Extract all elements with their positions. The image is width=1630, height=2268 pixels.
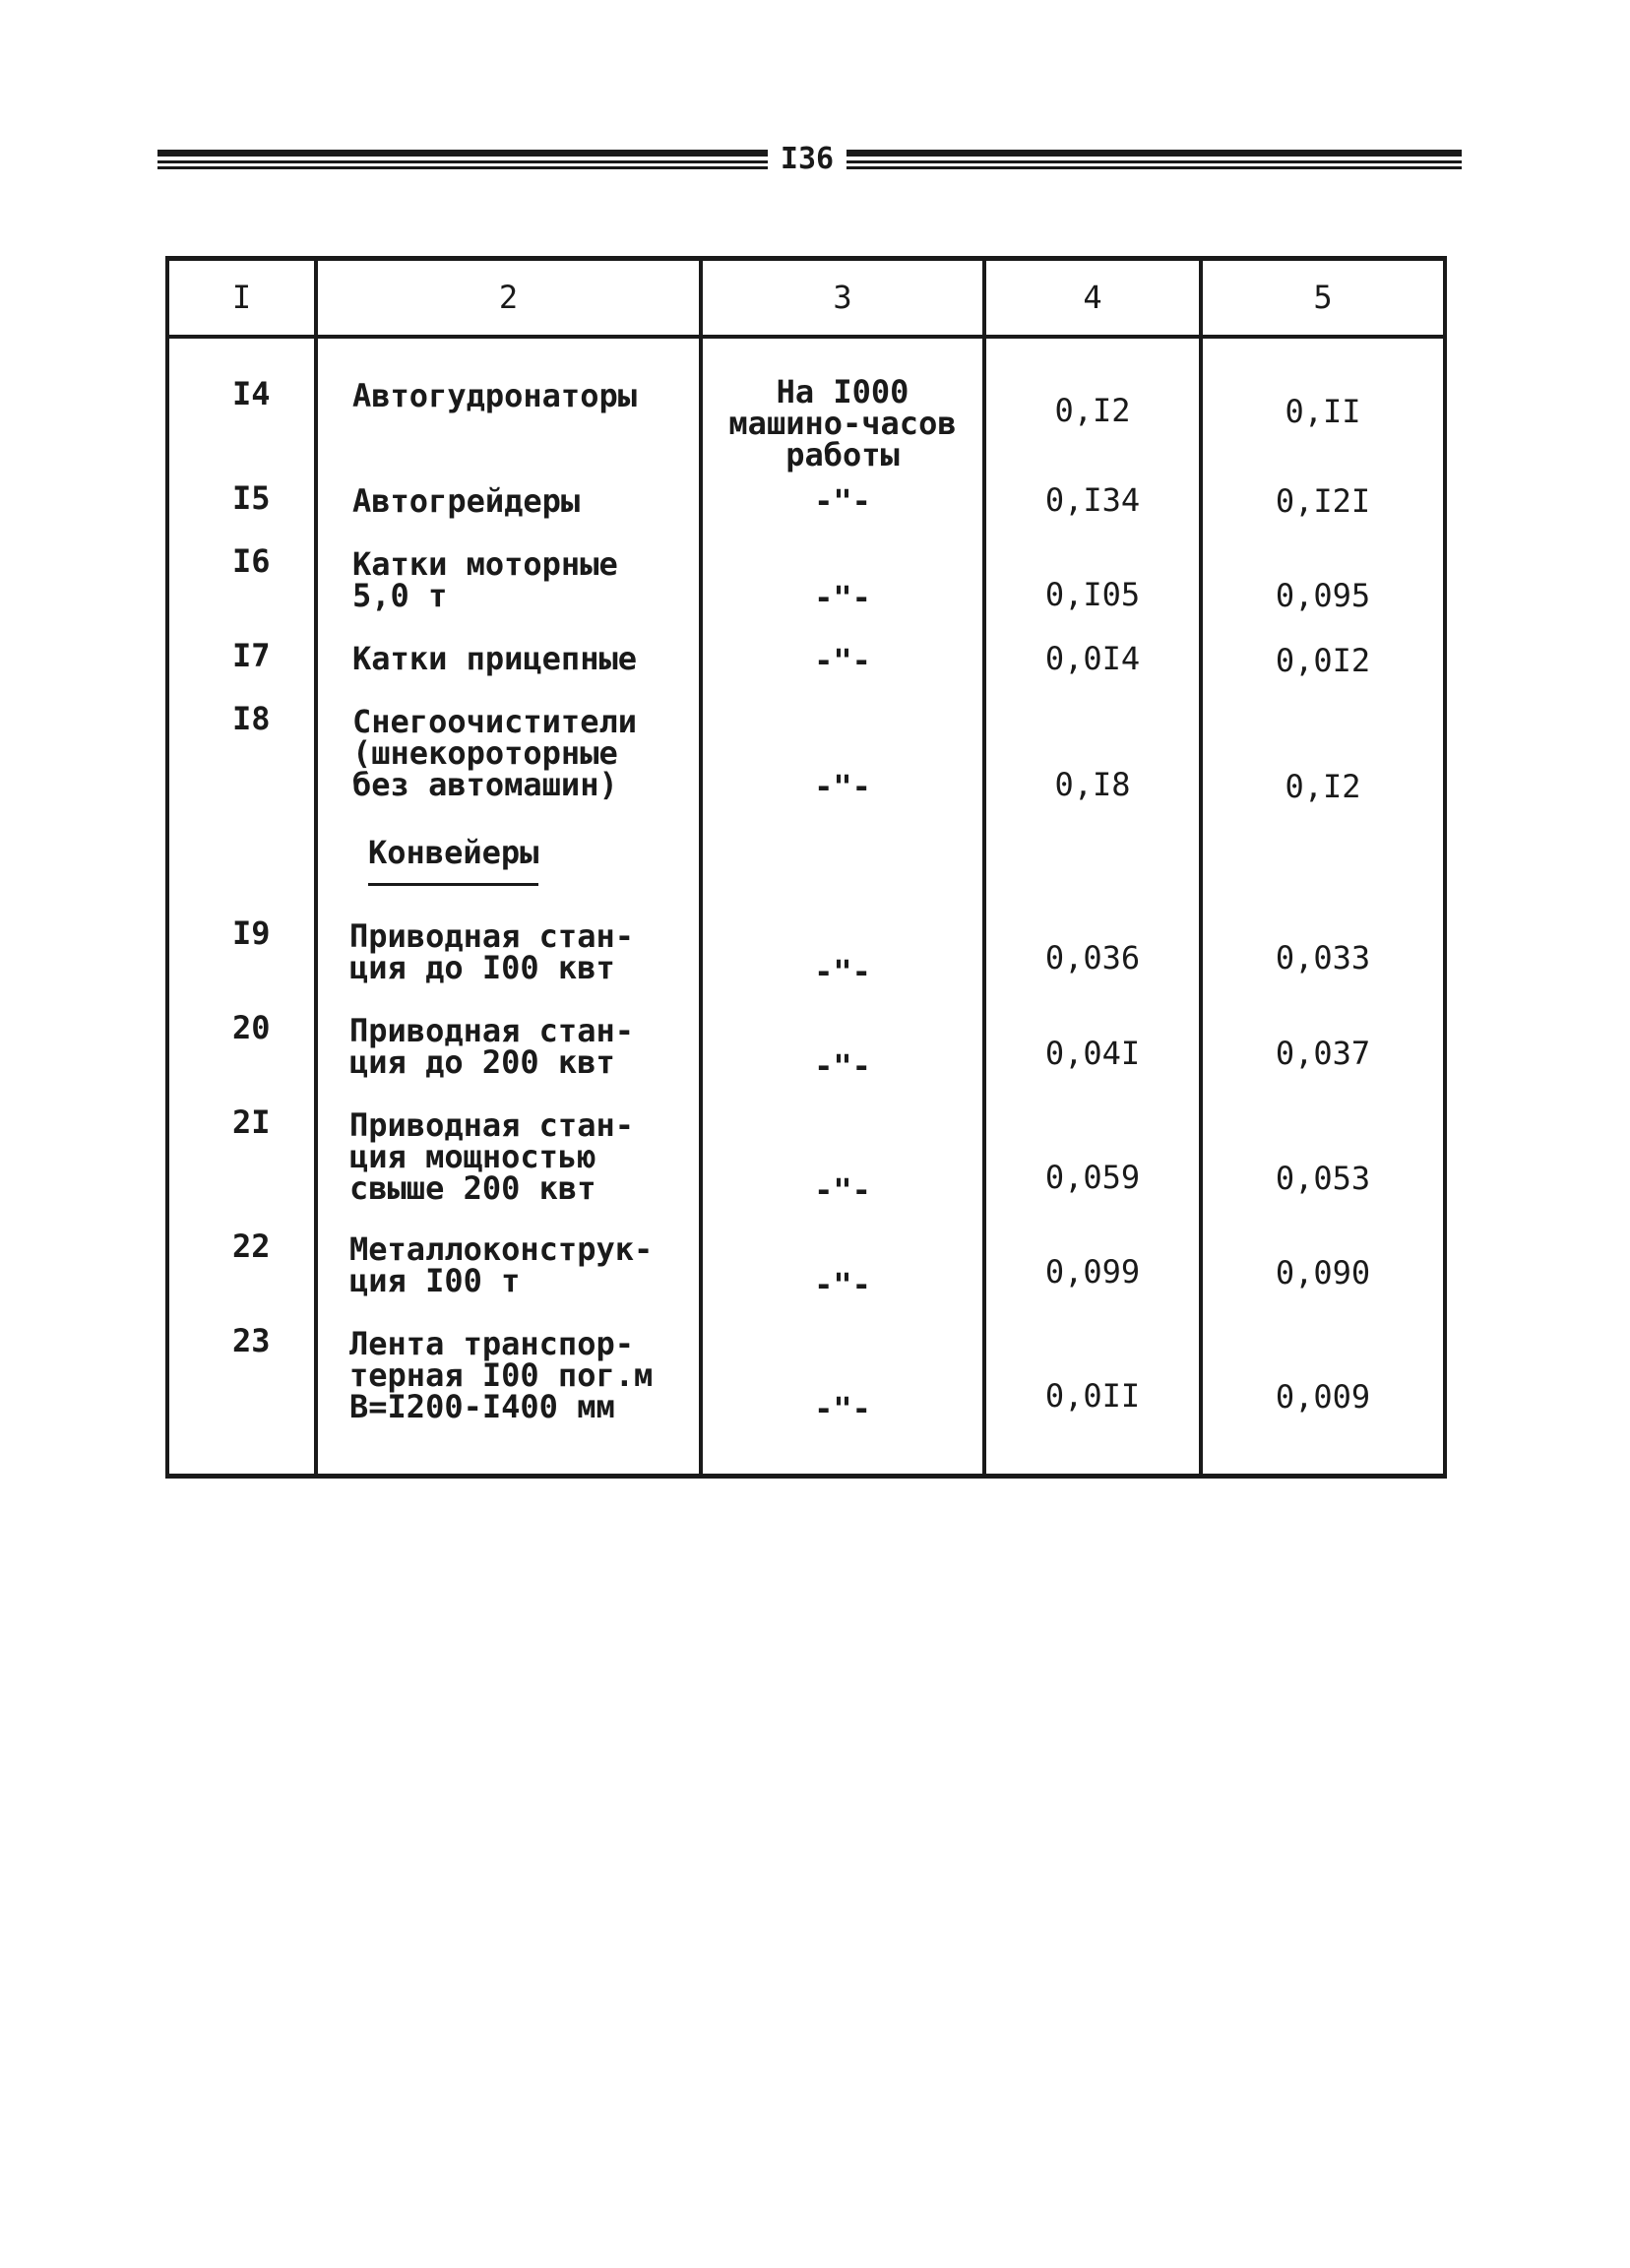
- value-col5: 0,I2I: [1275, 482, 1371, 520]
- unit-cell: На I000 машино-часов работы: [728, 373, 957, 473]
- value-col5: 0,033: [1275, 939, 1371, 976]
- row-number: 2I: [232, 1103, 271, 1141]
- machine-name: Приводная стан- ция до 200 квт: [349, 1012, 634, 1081]
- value-col5: 0,009: [1275, 1378, 1371, 1416]
- machine-name: Автогрейдеры: [352, 482, 581, 520]
- value-col5: 0,095: [1275, 577, 1371, 614]
- unit-cell: -"-: [814, 1390, 871, 1427]
- header-rule-left: [157, 150, 768, 169]
- machine-name: Автогудронаторы: [352, 377, 637, 414]
- header-cell-3: 3: [833, 279, 852, 316]
- value-col4: 0,I8: [1054, 766, 1131, 803]
- value-col4: 0,036: [1044, 939, 1141, 976]
- value-col4: 0,059: [1044, 1159, 1141, 1196]
- header-cell-1: I: [231, 279, 252, 316]
- page-header: [157, 140, 1462, 179]
- unit-cell: -"-: [814, 953, 871, 990]
- unit-cell: -"-: [814, 579, 871, 616]
- row-number: I4: [232, 375, 271, 412]
- unit-cell: -"-: [814, 1171, 871, 1209]
- column-divider: [982, 261, 986, 1474]
- row-number: 22: [232, 1228, 271, 1265]
- unit-cell: -"-: [814, 642, 871, 679]
- value-col4: 0,099: [1044, 1253, 1141, 1291]
- value-col5: 0,II: [1285, 393, 1361, 430]
- column-divider: [1199, 261, 1203, 1474]
- header-divider: [169, 335, 1443, 339]
- header-rule-right: [846, 150, 1462, 169]
- unit-cell: -"-: [814, 482, 871, 520]
- value-col5: 0,I2: [1285, 768, 1361, 805]
- column-divider: [314, 261, 318, 1474]
- row-number: I7: [232, 637, 271, 674]
- value-col5: 0,0I2: [1275, 642, 1371, 679]
- row-number: I5: [232, 479, 271, 517]
- header-cell-4: 4: [1083, 279, 1102, 316]
- machine-name: Металлоконструк- ция I00 т: [349, 1230, 654, 1299]
- header-cell-5: 5: [1313, 279, 1333, 316]
- value-col4: 0,0II: [1044, 1377, 1141, 1415]
- machine-name: Лента транспор- терная I00 пог.м В=I200-I400 мм: [349, 1325, 654, 1425]
- machine-name: Снегоочистители (шнекороторные без автомашин): [352, 703, 637, 803]
- row-number: I6: [232, 542, 271, 580]
- value-col4: 0,04I: [1044, 1035, 1141, 1072]
- value-col4: 0,0I4: [1044, 640, 1141, 677]
- machinery-table: [165, 256, 1447, 1479]
- value-col5: 0,037: [1275, 1035, 1371, 1072]
- row-number: I9: [232, 914, 271, 952]
- unit-cell: -"-: [814, 1266, 871, 1303]
- value-col5: 0,053: [1275, 1160, 1371, 1197]
- machine-name: Приводная стан- ция мощностью свыше 200 квт: [349, 1106, 634, 1207]
- value-col4: 0,I2: [1054, 392, 1131, 429]
- unit-cell: -"-: [814, 1047, 871, 1085]
- unit-cell: -"-: [814, 768, 871, 805]
- row-number: 23: [232, 1322, 271, 1359]
- header-cell-2: 2: [498, 279, 519, 316]
- machine-name: Приводная стан- ция до I00 квт: [349, 917, 634, 986]
- page-number: I36: [780, 142, 835, 176]
- machine-name: Катки прицепные: [352, 640, 637, 677]
- section-heading: Конвейеры: [368, 836, 538, 886]
- machine-name: Катки моторные 5,0 т: [352, 545, 618, 614]
- value-col4: 0,I05: [1044, 576, 1141, 613]
- row-number: 20: [232, 1009, 271, 1046]
- row-number: I8: [232, 700, 271, 737]
- value-col4: 0,I34: [1044, 481, 1141, 519]
- value-col5: 0,090: [1275, 1254, 1371, 1292]
